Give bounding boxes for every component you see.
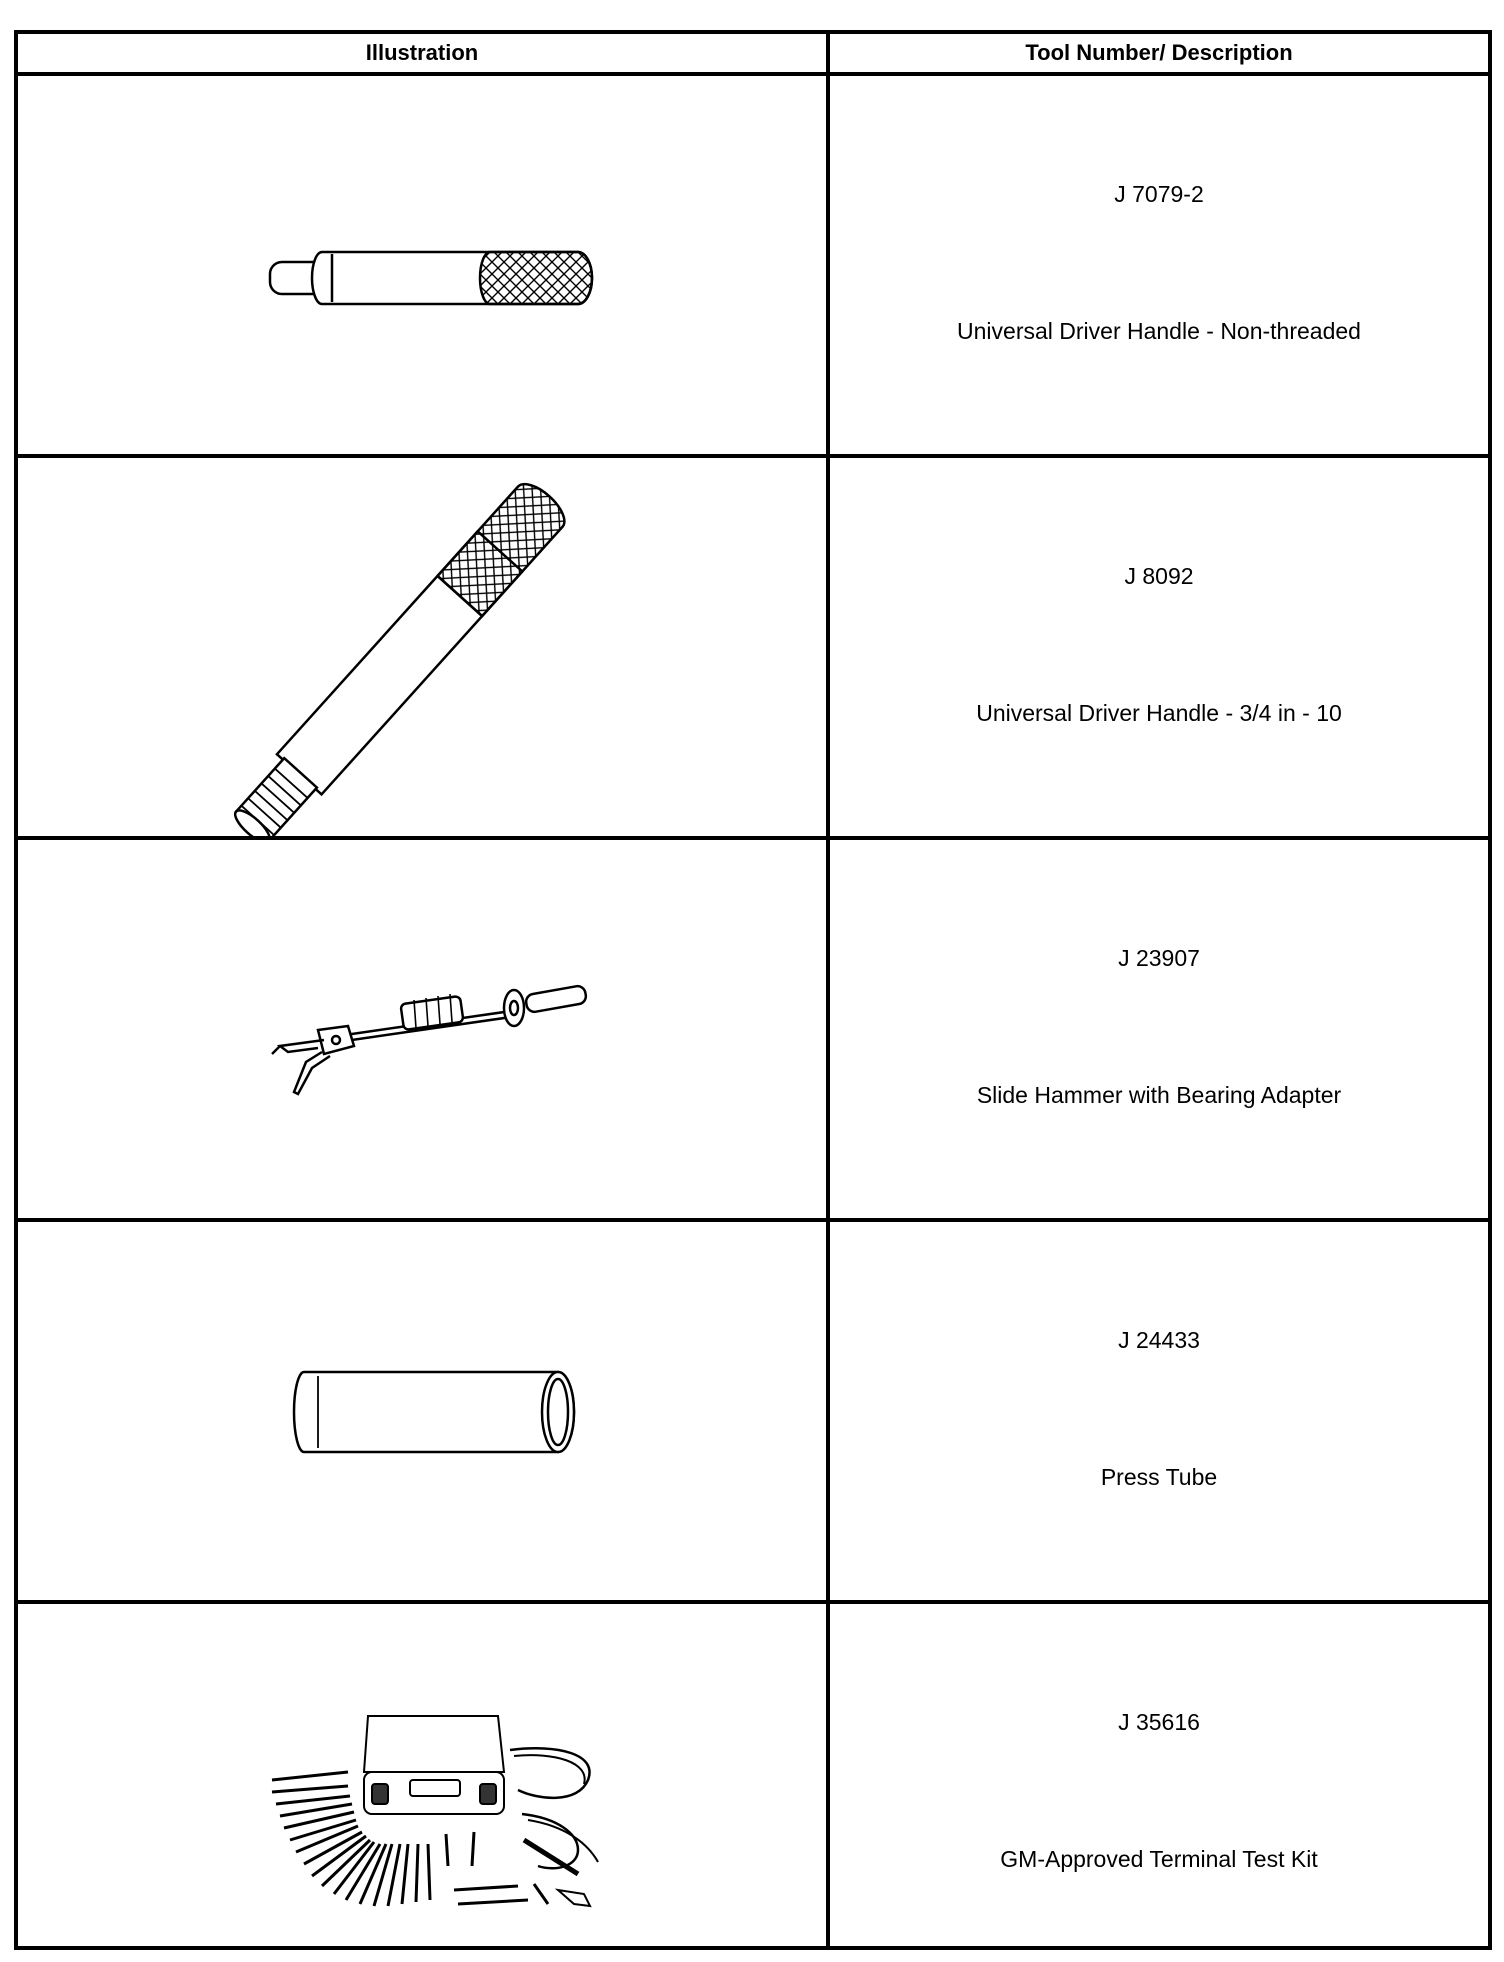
special-tools-table — [14, 30, 1492, 1950]
table-row — [18, 458, 1488, 840]
tool-number: J 7079-2 — [1114, 181, 1204, 207]
illustration-cell — [18, 1222, 826, 1600]
terminal-test-kit-icon — [18, 1604, 826, 1946]
tool-description: GM-Approved Terminal Test Kit — [1000, 1846, 1318, 1872]
header-illustration: Illustration — [365, 40, 479, 65]
description-cell — [830, 1222, 1488, 1600]
tool-description: Universal Driver Handle - 3/4 in - 10 — [976, 700, 1342, 726]
tool-number: J 35616 — [1118, 1709, 1200, 1735]
table-row — [18, 1604, 1488, 1946]
table-row — [18, 840, 1488, 1222]
illustration-cell — [18, 76, 826, 454]
tool-description: Universal Driver Handle - Non-threaded — [957, 318, 1361, 344]
illustration-cell — [18, 1604, 826, 1946]
tool-number: J 24433 — [1118, 1327, 1200, 1353]
description-cell — [830, 76, 1488, 454]
tool-description: Press Tube — [1100, 1464, 1218, 1490]
press-tube-icon — [18, 1222, 826, 1600]
slide-hammer-icon — [18, 840, 826, 1218]
description-cell — [830, 840, 1488, 1218]
header-tool-number: Tool Number/ Description — [1025, 40, 1293, 65]
illustration-cell — [18, 458, 826, 836]
driver-handle-nonthreaded-icon — [18, 76, 826, 454]
tool-number: J 8092 — [1124, 563, 1194, 589]
table-row — [18, 1222, 1488, 1604]
driver-handle-threaded-icon — [18, 458, 826, 836]
tool-number: J 23907 — [1118, 945, 1200, 971]
illustration-cell — [18, 840, 826, 1218]
tool-description: Slide Hammer with Bearing Adapter — [976, 1082, 1342, 1108]
table-header — [18, 34, 1488, 76]
table-row — [18, 76, 1488, 458]
description-cell — [830, 1604, 1488, 1946]
description-cell — [830, 458, 1488, 836]
